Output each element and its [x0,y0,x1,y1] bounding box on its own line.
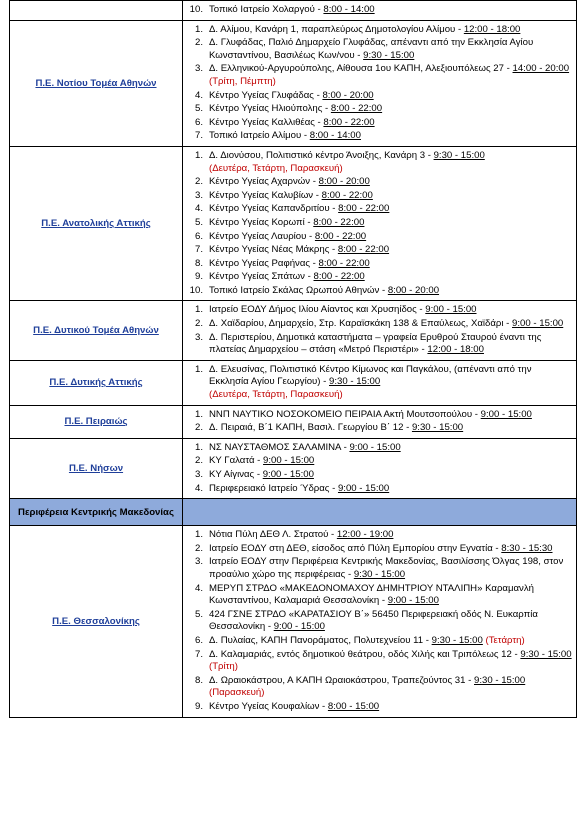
opening-hours: 12:00 - 18:00 [463,23,521,35]
location-name: Κέντρο Υγείας Αχαρνών - [209,176,319,188]
region-link[interactable]: Π.Ε. Ανατολικής Αττικής [41,218,151,230]
location-text [209,90,572,103]
opening-hours: 12:00 - 18:00 [427,344,484,356]
item-number: 6. [194,230,203,242]
location-name: Κέντρο Υγείας Κορωπί - [209,216,314,228]
opening-hours: 12:00 - 19:00 [336,529,394,541]
item-number: 1. [194,363,203,375]
location-text [209,701,572,714]
opening-hours: 9:00 - 15:00 [273,621,325,633]
item-number: 3. [194,556,203,568]
location-text [209,130,572,143]
location-text [209,318,572,331]
days-note: (Παρασκευή) [209,687,265,699]
location-item [183,217,572,230]
opening-hours: 9:00 - 15:00 [349,441,401,453]
region-cell [10,20,183,146]
locations-cell [183,301,577,360]
item-number: 3. [194,469,203,480]
opening-hours: 9:00 - 15:00 [512,318,564,330]
table-row [10,405,577,438]
location-name: Κέντρο Υγείας Νέας Μάκρης - [209,244,338,256]
locations-cell [183,526,577,717]
location-text [209,543,572,556]
opening-hours: 8:00 - 22:00 [313,216,365,228]
location-name: Κέντρο Υγείας Ηλιούπολης - [209,103,331,115]
location-name: Κέντρο Υγείας Ραφήνας - [209,257,319,269]
opening-hours: 9:00 - 15:00 [263,455,315,467]
location-text [209,150,572,175]
opening-hours: 8:00 - 14:00 [323,4,375,15]
location-item [183,190,572,203]
location-text [209,332,572,357]
opening-hours: 8:00 - 20:00 [387,284,440,296]
location-text [209,649,572,674]
location-name: ΝΣ ΝΑΥΣΤΑΘΜΟΣ ΣΑΛΑΜΙΝΑ - [209,441,350,453]
region-cell [10,526,183,717]
location-item [183,63,572,88]
table-row [10,146,577,301]
table-body [10,1,577,718]
location-item [183,130,572,143]
opening-hours: 8:00 - 22:00 [330,103,383,115]
location-item [183,117,572,130]
location-item [183,258,572,271]
locations-cell [183,1,577,21]
item-number: 4. [194,482,203,494]
location-text [209,258,572,271]
opening-hours: 8:00 - 22:00 [314,230,367,242]
region-link[interactable]: Π.Ε. Πειραιώς [64,416,128,428]
location-name: Δ. Χαϊδαρίου, Δημαρχείο, Στρ. Καραϊσκάκη 138 & Επαύλεως, Χαϊδάρι - [209,318,513,330]
location-name: Ιατρείο ΕΟΔΥ στην Περιφέρεια Κεντρικής Μακεδονίας, Βασιλίσσης Όλγας 198, στον προαύλιο χώρο της περιφέρειας - [209,556,564,580]
location-name: 424 ΓΣΝΕ ΣΤΡΔΟ «ΚΑΡΑΤΑΣΙΟΥ Β΄» 56450 Περιφερειακή οδός Ν. Ευκαρπία Θεσσαλονίκη - [209,608,538,633]
location-list [183,406,576,438]
item-number: 10. [189,4,203,15]
item-number: 7. [194,648,203,660]
location-text [209,285,572,298]
location-item [183,701,572,714]
opening-hours: 9:30 - 15:00 [329,376,381,388]
location-item [183,583,572,608]
opening-hours: 9:30 - 15:00 [431,634,483,646]
opening-hours: 9:30 - 15:00 [474,674,526,686]
location-list [183,439,576,498]
location-name: ΚΥ Γαλατά - [209,455,264,467]
item-number: 1. [194,529,203,541]
location-text [209,483,572,496]
opening-hours: 9:00 - 15:00 [337,482,390,494]
location-list [183,21,576,146]
location-text [209,556,572,581]
location-text [209,190,572,203]
region-cell [10,438,183,498]
location-name: Ιατρείο ΕΟΔΥ Δήμος Ιλίου Αίαντος και Χρυσηίδος - [209,304,426,316]
location-item [183,635,572,648]
location-list [183,147,576,301]
location-name: Δ. Ελευσίνας, Πολιτιστικό Κέντρο Κίμωνος και Παγκάλου, (απέναντι από την Εκκλησία Αγίου Γεωργίου) - [209,363,532,388]
location-name: ΜΕΡΥΠ ΣΤΡΔΟ «ΜΑΚΕΔΟΝΟΜΑΧΟΥ ΔΗΜΗΤΡΙΟΥ ΝΤΑΛΙΠΗ» Καραμανλή Κωνσταντίνου, Καλαμαριά Θεσσαλονίκη - [209,582,534,607]
location-name: Τοπικό Ιατρείο Χολαργού - [209,4,324,15]
location-item [183,4,572,17]
location-name: ΚΥ Αίγινας - [209,469,263,480]
item-number: 1. [194,304,203,316]
days-note: (Τετάρτη) [485,634,525,646]
location-text [209,609,572,634]
location-item [183,90,572,103]
opening-hours: 8:00 - 22:00 [321,189,373,201]
location-item [183,24,572,37]
location-item [183,442,572,455]
item-number: 7. [194,130,203,142]
location-text [209,4,572,17]
location-text [209,529,572,542]
location-name: Κέντρο Υγείας Λαυρίου - [209,230,315,242]
location-item [183,469,572,482]
table-row [10,1,577,21]
opening-hours: 8:00 - 22:00 [337,244,390,256]
locations-cell [183,360,577,405]
locations-cell [183,438,577,498]
location-item [183,455,572,468]
location-text [209,409,572,422]
location-list [183,1,576,20]
item-number: 1. [194,23,203,35]
item-number: 2. [194,422,203,434]
item-number: 1. [194,408,203,420]
opening-hours: 9:00 - 15:00 [425,304,477,316]
location-name: Δ. Αλίμου, Κανάρη 1, παραπλεύρως Δημοτολογίου Αλίμου - [209,23,464,35]
location-text [209,583,572,608]
opening-hours: 9:30 - 15:00 [353,568,406,580]
opening-hours: 8:00 - 22:00 [313,271,365,283]
section-heading: Περιφέρεια Κεντρικής Μακεδονίας [10,499,183,526]
location-item [183,231,572,244]
opening-hours: 9:30 - 15:00 [363,49,415,61]
location-item [183,422,572,435]
location-item [183,483,572,496]
location-text [209,63,572,88]
locations-cell [183,146,577,301]
location-name: Κέντρο Υγείας Σπάτων - [209,271,314,283]
location-name: Δ. Πειραιά, Β΄1 ΚΑΠΗ, Βασιλ. Γεωργίου Β΄ 12 - [209,422,412,434]
location-item [183,529,572,542]
section-heading-fill [183,499,577,526]
location-list [183,361,576,405]
location-text [209,422,572,435]
location-list [183,526,576,716]
table-row [10,526,577,717]
location-item [183,543,572,556]
location-item [183,649,572,674]
item-number: 2. [194,37,203,49]
location-name: Περιφερειακό Ιατρείο Ύδρας - [209,482,338,494]
region-link[interactable]: Π.Ε. Δυτικής Αττικής [49,377,143,389]
days-note: (Τρίτη, Πέμπτη) [209,75,276,87]
region-link[interactable]: Π.Ε. Νήσων [68,463,124,474]
opening-hours: 8:00 - 15:00 [327,700,380,712]
location-name: Κέντρο Υγείας Κουφαλίων - [209,700,328,712]
table-row [10,499,577,526]
location-name: Νότια Πύλη ΔΕΘ Λ. Στρατού - [209,529,337,541]
opening-hours: 8:30 - 15:30 [501,542,553,554]
location-name: Κέντρο Υγείας Καπανδριτίου - [209,203,339,215]
location-item [183,203,572,216]
location-name: Κέντρο Υγείας Καλυβίων - [209,189,322,201]
location-text [209,442,572,455]
location-item [183,609,572,634]
days-note: (Τρίτη) [209,661,238,673]
region-link[interactable]: Π.Ε. Θεσσαλονίκης [52,615,140,627]
opening-hours: 9:00 - 15:00 [262,469,314,480]
opening-hours: 8:00 - 22:00 [338,203,390,215]
item-number: 3. [194,189,203,201]
item-number: 1. [194,441,203,453]
location-item [183,556,572,581]
location-name: ΝΝΠ ΝΑΥΤΙΚΟ ΝΟΣΟΚΟΜΕΙΟ ΠΕΙΡΑΙΑ Ακτή Μουτσοπούλου - [209,408,481,420]
item-number: 8. [194,257,203,269]
location-item [183,675,572,700]
location-text [209,176,572,189]
region-link[interactable]: Π.Ε. Δυτικού Τομέα Αθηνών [33,325,159,337]
item-number: 4. [194,582,203,594]
table-row [10,360,577,405]
location-text [209,24,572,37]
item-number: 4. [194,89,203,101]
location-name: Κέντρο Υγείας Γλυφάδας - [209,89,323,101]
item-number: 9. [194,271,203,283]
location-text [209,217,572,230]
location-name: Δ. Ελληνικού-Αργυρούπολης, Αίθουσα 1ου ΚΑΠΗ, Αλεξιουπόλεως 27 - [209,63,513,75]
vaccination-centers-table [9,0,577,718]
location-item [183,409,572,422]
item-number: 1. [194,149,203,161]
item-number: 9. [194,700,203,712]
opening-hours: 9:00 - 15:00 [480,408,532,420]
region-cell [10,405,183,438]
location-item [183,244,572,257]
opening-hours: 9:30 - 15:00 [411,422,464,434]
location-list [183,301,576,359]
location-item [183,37,572,62]
location-text [209,117,572,130]
location-name: Δ. Καλαμαριάς, εντός δημοτικού θεάτρου, οδός Χιλής και Τριπόλεως 12 - [209,648,521,660]
location-name: Δ. Ωραιοκάστρου, Α ΚΑΠΗ Ωραιοκάστρου, Τραπεζούντος 31 - [209,674,474,686]
location-name: Δ. Περιστερίου, Δημοτικά καταστήματα – γραφεία Ερυθρού Σταυρού έναντι της πλατείας Δημαρχείου – στάση «Μετρό Περιστέρι» - [209,331,542,356]
table-row [10,301,577,360]
location-name: Δ. Γλυφάδας, Παλιό Δημαρχείο Γλυφάδας, απέναντι από την Εκκλησία Αγίου Κωνσταντίνου, Βασιλέως Κων/νου - [209,37,534,61]
locations-cell [183,405,577,438]
opening-hours: 9:30 - 15:00 [520,648,572,660]
location-text [209,304,572,317]
item-number: 7. [194,244,203,256]
location-item [183,103,572,116]
location-text [209,675,572,700]
item-number: 5. [194,216,203,228]
opening-hours: 8:00 - 20:00 [322,89,374,101]
location-name: Κέντρο Υγείας Καλλιθέας - [209,116,324,128]
location-name: Ιατρείο ΕΟΔΥ στη ΔΕΘ, είσοδος από Πύλη Εμπορίου στην Εγνατία - [209,542,502,554]
item-number: 6. [194,116,203,128]
opening-hours: 8:00 - 22:00 [323,116,375,128]
location-name: Δ. Διονύσου, Πολιτιστικό κέντρο Άνοιξης, Κανάρη 3 - [209,149,434,161]
table-row [10,438,577,498]
region-cell [10,1,183,21]
item-number: 5. [194,103,203,115]
location-text [209,469,572,482]
opening-hours: 14:00 - 20:00 [512,63,570,75]
location-text [209,103,572,116]
location-text [209,231,572,244]
region-cell [10,360,183,405]
item-number: 4. [194,203,203,215]
location-name: Τοπικό Ιατρείο Σκάλας Ωρωπού Αθηνών - [209,284,388,296]
region-cell [10,146,183,301]
opening-hours: 9:30 - 15:00 [433,149,485,161]
opening-hours: 8:00 - 14:00 [309,130,361,142]
opening-hours: 8:00 - 22:00 [318,257,370,269]
location-item [183,150,572,175]
item-number: 8. [194,674,203,686]
opening-hours: 8:00 - 20:00 [318,176,370,188]
region-link[interactable]: Π.Ε. Νοτίου Τομέα Αθηνών [35,77,157,89]
location-item [183,271,572,284]
location-name: Δ. Πυλαίας, ΚΑΠΗ Πανοράματος, Πολυτεχνείου 11 - [209,634,432,646]
location-text [209,364,572,402]
item-number: 3. [194,331,203,343]
item-number: 10. [189,284,203,296]
location-text [209,37,572,62]
table-row [10,20,577,146]
location-item [183,318,572,331]
locations-cell [183,20,577,146]
location-name: Τοπικό Ιατρείο Αλίμου - [209,130,310,142]
days-note: (Δευτέρα, Τετάρτη, Παρασκευή) [209,389,343,401]
location-item [183,285,572,298]
location-text [209,635,572,648]
item-number: 3. [194,63,203,75]
location-text [209,203,572,216]
item-number: 2. [194,176,203,188]
region-cell [10,301,183,360]
item-number: 5. [194,608,203,620]
location-text [209,455,572,468]
location-text [209,244,572,257]
item-number: 2. [194,542,203,554]
location-text [209,271,572,284]
item-number: 2. [194,318,203,330]
opening-hours: 9:00 - 15:00 [387,595,439,607]
location-item [183,332,572,357]
location-item [183,364,572,402]
location-item [183,176,572,189]
item-number: 2. [194,455,203,467]
location-item [183,304,572,317]
days-note: (Δευτέρα, Τετάρτη, Παρασκευή) [209,162,343,174]
item-number: 6. [194,634,203,646]
